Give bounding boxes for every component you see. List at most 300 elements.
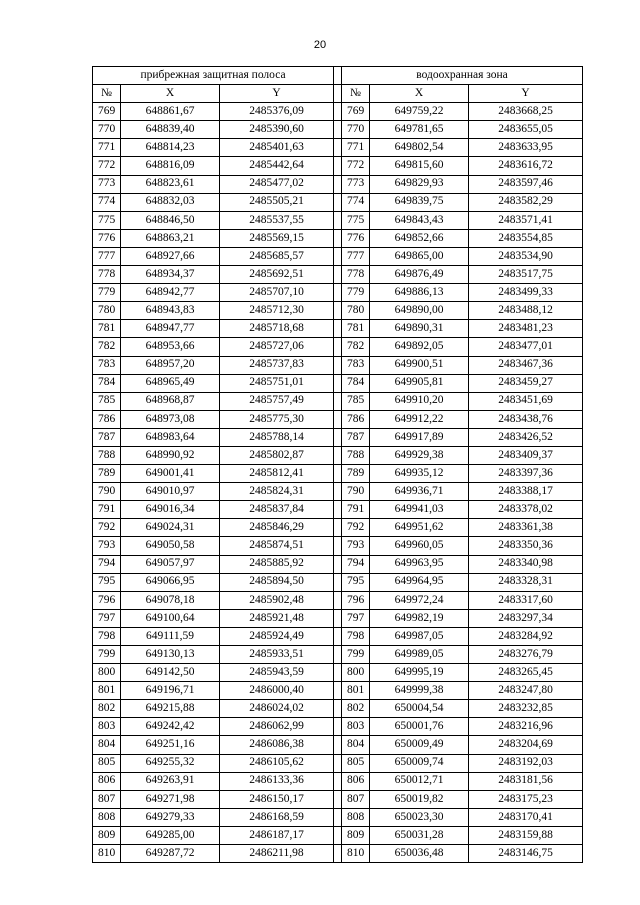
table-row	[93, 374, 583, 392]
left-number-cell: 784	[93, 374, 121, 392]
right-x-cell: 649912,22	[370, 410, 469, 428]
left-number-cell: 777	[93, 247, 121, 265]
right-x-cell: 649781,65	[370, 121, 469, 139]
column-gap	[334, 320, 342, 338]
left-x-cell: 648816,09	[121, 157, 220, 175]
left-y-cell: 2486187,17	[220, 826, 334, 844]
table-row	[93, 664, 583, 682]
right-x-cell: 649843,43	[370, 211, 469, 229]
right-x-cell: 649951,62	[370, 519, 469, 537]
table-row	[93, 537, 583, 555]
column-gap	[334, 247, 342, 265]
right-x-cell: 650036,48	[370, 845, 469, 863]
right-x-cell: 649815,60	[370, 157, 469, 175]
right-y-cell: 2483467,36	[469, 356, 583, 374]
column-header-row	[93, 85, 583, 103]
left-x-cell: 649285,00	[121, 826, 220, 844]
right-number-cell: 797	[342, 609, 370, 627]
right-number-cell: 799	[342, 646, 370, 664]
left-number-cell: 804	[93, 736, 121, 754]
left-x-cell: 648942,77	[121, 284, 220, 302]
left-number-cell: 785	[93, 392, 121, 410]
right-number-cell: 808	[342, 808, 370, 826]
left-y-cell: 2485775,30	[220, 410, 334, 428]
left-header-number: №	[93, 85, 121, 103]
left-y-cell: 2485788,14	[220, 428, 334, 446]
column-gap	[334, 157, 342, 175]
table-row	[93, 483, 583, 501]
left-x-cell: 648846,50	[121, 211, 220, 229]
right-y-cell: 2483170,41	[469, 808, 583, 826]
left-number-cell: 788	[93, 446, 121, 464]
left-x-cell: 649016,34	[121, 501, 220, 519]
right-number-cell: 798	[342, 627, 370, 645]
column-gap	[334, 845, 342, 863]
right-x-cell: 649960,05	[370, 537, 469, 555]
left-y-cell: 2485885,92	[220, 555, 334, 573]
left-number-cell: 781	[93, 320, 121, 338]
right-x-cell: 649865,00	[370, 247, 469, 265]
right-number-cell: 784	[342, 374, 370, 392]
column-gap	[334, 103, 342, 121]
table-row	[93, 501, 583, 519]
right-number-cell: 801	[342, 682, 370, 700]
column-gap	[334, 175, 342, 193]
table-row	[93, 266, 583, 284]
right-number-cell: 793	[342, 537, 370, 555]
right-number-cell: 789	[342, 465, 370, 483]
right-y-cell: 2483232,85	[469, 700, 583, 718]
left-x-cell: 649271,98	[121, 790, 220, 808]
right-y-cell: 2483499,33	[469, 284, 583, 302]
left-y-cell: 2485874,51	[220, 537, 334, 555]
table-row	[93, 284, 583, 302]
right-number-cell: 791	[342, 501, 370, 519]
left-x-cell: 649196,71	[121, 682, 220, 700]
table-row	[93, 175, 583, 193]
right-number-cell: 807	[342, 790, 370, 808]
left-y-cell: 2485718,68	[220, 320, 334, 338]
right-y-cell: 2483668,25	[469, 103, 583, 121]
column-gap	[334, 85, 342, 103]
table-row	[93, 193, 583, 211]
right-x-cell: 649972,24	[370, 591, 469, 609]
left-number-cell: 770	[93, 121, 121, 139]
left-x-cell: 649255,32	[121, 754, 220, 772]
right-y-cell: 2483340,98	[469, 555, 583, 573]
right-y-cell: 2483317,60	[469, 591, 583, 609]
right-number-cell: 809	[342, 826, 370, 844]
left-x-cell: 648947,77	[121, 320, 220, 338]
column-gap	[334, 736, 342, 754]
right-header-y: Y	[469, 85, 583, 103]
left-y-cell: 2485707,10	[220, 284, 334, 302]
left-number-cell: 779	[93, 284, 121, 302]
left-x-cell: 649024,31	[121, 519, 220, 537]
right-y-cell: 2483459,27	[469, 374, 583, 392]
coordinates-body	[93, 103, 583, 863]
column-gap	[334, 682, 342, 700]
left-number-cell: 805	[93, 754, 121, 772]
table-row	[93, 555, 583, 573]
table-row	[93, 121, 583, 139]
left-number-cell: 791	[93, 501, 121, 519]
block-title-row	[93, 67, 583, 85]
left-x-cell: 648832,03	[121, 193, 220, 211]
column-gap	[334, 808, 342, 826]
page-number: 20	[313, 39, 327, 51]
left-y-cell: 2485727,06	[220, 338, 334, 356]
left-x-cell: 649130,13	[121, 646, 220, 664]
left-number-cell: 773	[93, 175, 121, 193]
column-gap	[334, 302, 342, 320]
right-x-cell: 649999,38	[370, 682, 469, 700]
left-y-cell: 2485846,29	[220, 519, 334, 537]
right-block-title: водоохранная зона	[342, 67, 583, 85]
left-number-cell: 810	[93, 845, 121, 863]
table-row	[93, 609, 583, 627]
right-x-cell: 649886,13	[370, 284, 469, 302]
left-y-cell: 2485924,49	[220, 627, 334, 645]
right-number-cell: 777	[342, 247, 370, 265]
table-row	[93, 790, 583, 808]
right-y-cell: 2483181,56	[469, 772, 583, 790]
left-number-cell: 786	[93, 410, 121, 428]
right-y-cell: 2483216,96	[469, 718, 583, 736]
column-gap	[334, 700, 342, 718]
left-number-cell: 787	[93, 428, 121, 446]
table-row	[93, 772, 583, 790]
table-row	[93, 754, 583, 772]
right-x-cell: 649876,49	[370, 266, 469, 284]
right-x-cell: 649929,38	[370, 446, 469, 464]
column-gap	[334, 790, 342, 808]
right-number-cell: 787	[342, 428, 370, 446]
left-y-cell: 2485477,02	[220, 175, 334, 193]
column-gap	[334, 664, 342, 682]
column-gap	[334, 428, 342, 446]
column-gap	[334, 121, 342, 139]
column-gap	[334, 229, 342, 247]
right-number-cell: 796	[342, 591, 370, 609]
right-y-cell: 2483597,46	[469, 175, 583, 193]
left-number-cell: 796	[93, 591, 121, 609]
table-row	[93, 211, 583, 229]
right-number-cell: 782	[342, 338, 370, 356]
left-y-cell: 2486062,99	[220, 718, 334, 736]
right-y-cell: 2483397,36	[469, 465, 583, 483]
right-x-cell: 649890,00	[370, 302, 469, 320]
right-number-cell: 772	[342, 157, 370, 175]
right-y-cell: 2483438,76	[469, 410, 583, 428]
table-row	[93, 410, 583, 428]
left-x-cell: 648839,40	[121, 121, 220, 139]
right-number-cell: 781	[342, 320, 370, 338]
left-block-title: прибрежная защитная полоса	[93, 67, 334, 85]
left-number-cell: 769	[93, 103, 121, 121]
column-gap	[334, 772, 342, 790]
right-number-cell: 806	[342, 772, 370, 790]
right-number-cell: 785	[342, 392, 370, 410]
column-gap	[334, 446, 342, 464]
right-number-cell: 803	[342, 718, 370, 736]
left-x-cell: 648953,66	[121, 338, 220, 356]
left-y-cell: 2485692,51	[220, 266, 334, 284]
left-x-cell: 648823,61	[121, 175, 220, 193]
left-y-cell: 2485751,01	[220, 374, 334, 392]
right-number-cell: 769	[342, 103, 370, 121]
right-x-cell: 650031,28	[370, 826, 469, 844]
left-y-cell: 2485376,09	[220, 103, 334, 121]
right-x-cell: 649935,12	[370, 465, 469, 483]
left-y-cell: 2485933,51	[220, 646, 334, 664]
left-number-cell: 800	[93, 664, 121, 682]
right-y-cell: 2483350,36	[469, 537, 583, 555]
column-gap	[334, 410, 342, 428]
column-gap	[334, 284, 342, 302]
left-x-cell: 648957,20	[121, 356, 220, 374]
left-y-cell: 2485837,84	[220, 501, 334, 519]
left-x-cell: 649057,97	[121, 555, 220, 573]
coordinates-table	[92, 66, 583, 863]
left-number-cell: 778	[93, 266, 121, 284]
column-gap	[334, 483, 342, 501]
left-y-cell: 2485737,83	[220, 356, 334, 374]
left-x-cell: 649010,97	[121, 483, 220, 501]
table-row	[93, 247, 583, 265]
column-gap	[334, 537, 342, 555]
left-y-cell: 2485537,55	[220, 211, 334, 229]
left-y-cell: 2486000,40	[220, 682, 334, 700]
left-x-cell: 649066,95	[121, 573, 220, 591]
right-y-cell: 2483488,12	[469, 302, 583, 320]
left-x-cell: 648814,23	[121, 139, 220, 157]
right-x-cell: 649964,95	[370, 573, 469, 591]
table-row	[93, 302, 583, 320]
column-gap	[334, 338, 342, 356]
column-gap	[334, 501, 342, 519]
table-row	[93, 808, 583, 826]
right-number-cell: 771	[342, 139, 370, 157]
right-number-cell: 774	[342, 193, 370, 211]
left-y-cell: 2485569,15	[220, 229, 334, 247]
left-x-cell: 649100,64	[121, 609, 220, 627]
right-x-cell: 649987,05	[370, 627, 469, 645]
right-x-cell: 649852,66	[370, 229, 469, 247]
left-y-cell: 2485685,57	[220, 247, 334, 265]
table-row	[93, 465, 583, 483]
left-y-cell: 2485712,30	[220, 302, 334, 320]
right-x-cell: 650009,74	[370, 754, 469, 772]
left-x-cell: 648861,67	[121, 103, 220, 121]
right-y-cell: 2483204,69	[469, 736, 583, 754]
left-y-cell: 2486150,17	[220, 790, 334, 808]
table-row	[93, 718, 583, 736]
left-y-cell: 2486133,36	[220, 772, 334, 790]
right-number-cell: 775	[342, 211, 370, 229]
right-x-cell: 650001,76	[370, 718, 469, 736]
left-number-cell: 809	[93, 826, 121, 844]
column-gap	[334, 718, 342, 736]
right-x-cell: 650009,49	[370, 736, 469, 754]
left-x-cell: 648943,83	[121, 302, 220, 320]
right-number-cell: 779	[342, 284, 370, 302]
left-header-y: Y	[220, 85, 334, 103]
right-x-cell: 649995,19	[370, 664, 469, 682]
column-gap	[334, 627, 342, 645]
column-gap	[334, 519, 342, 537]
table-row	[93, 736, 583, 754]
right-y-cell: 2483633,95	[469, 139, 583, 157]
table-row	[93, 229, 583, 247]
table-row	[93, 591, 583, 609]
left-x-cell: 649050,58	[121, 537, 220, 555]
column-gap	[334, 573, 342, 591]
table-row	[93, 392, 583, 410]
left-number-cell: 771	[93, 139, 121, 157]
table-row	[93, 646, 583, 664]
table-row	[93, 700, 583, 718]
right-y-cell: 2483655,05	[469, 121, 583, 139]
left-number-cell: 793	[93, 537, 121, 555]
table-row	[93, 573, 583, 591]
left-number-cell: 808	[93, 808, 121, 826]
right-number-cell: 773	[342, 175, 370, 193]
table-row	[93, 446, 583, 464]
right-number-cell: 776	[342, 229, 370, 247]
column-gap	[334, 392, 342, 410]
right-y-cell: 2483571,41	[469, 211, 583, 229]
left-x-cell: 649263,91	[121, 772, 220, 790]
right-y-cell: 2483192,03	[469, 754, 583, 772]
right-y-cell: 2483159,88	[469, 826, 583, 844]
right-y-cell: 2483388,17	[469, 483, 583, 501]
left-number-cell: 795	[93, 573, 121, 591]
right-header-number: №	[342, 85, 370, 103]
column-gap	[334, 193, 342, 211]
right-y-cell: 2483297,34	[469, 609, 583, 627]
left-x-cell: 648983,64	[121, 428, 220, 446]
right-x-cell: 649905,81	[370, 374, 469, 392]
left-header-x: X	[121, 85, 220, 103]
column-gap	[334, 609, 342, 627]
left-y-cell: 2485824,31	[220, 483, 334, 501]
right-y-cell: 2483175,23	[469, 790, 583, 808]
right-x-cell: 649982,19	[370, 609, 469, 627]
column-gap	[334, 465, 342, 483]
right-number-cell: 804	[342, 736, 370, 754]
right-y-cell: 2483265,45	[469, 664, 583, 682]
right-number-cell: 780	[342, 302, 370, 320]
right-number-cell: 783	[342, 356, 370, 374]
right-x-cell: 650004,54	[370, 700, 469, 718]
left-y-cell: 2485757,49	[220, 392, 334, 410]
table-row	[93, 338, 583, 356]
left-y-cell: 2485442,64	[220, 157, 334, 175]
left-x-cell: 648863,21	[121, 229, 220, 247]
left-y-cell: 2485902,48	[220, 591, 334, 609]
table-row	[93, 428, 583, 446]
left-x-cell: 649215,88	[121, 700, 220, 718]
left-number-cell: 774	[93, 193, 121, 211]
right-x-cell: 649892,05	[370, 338, 469, 356]
left-number-cell: 801	[93, 682, 121, 700]
left-number-cell: 798	[93, 627, 121, 645]
right-number-cell: 795	[342, 573, 370, 591]
column-gap	[334, 356, 342, 374]
left-number-cell: 789	[93, 465, 121, 483]
table-row	[93, 682, 583, 700]
left-y-cell: 2486168,59	[220, 808, 334, 826]
left-number-cell: 775	[93, 211, 121, 229]
column-gap	[334, 211, 342, 229]
table-row	[93, 519, 583, 537]
right-x-cell: 649989,05	[370, 646, 469, 664]
right-y-cell: 2483146,75	[469, 845, 583, 863]
left-y-cell: 2485943,59	[220, 664, 334, 682]
column-gap	[334, 67, 342, 85]
table-row	[93, 845, 583, 863]
right-x-cell: 649839,75	[370, 193, 469, 211]
right-x-cell: 649936,71	[370, 483, 469, 501]
left-y-cell: 2485401,63	[220, 139, 334, 157]
right-number-cell: 788	[342, 446, 370, 464]
left-number-cell: 783	[93, 356, 121, 374]
left-y-cell: 2486024,02	[220, 700, 334, 718]
right-x-cell: 649910,20	[370, 392, 469, 410]
left-number-cell: 794	[93, 555, 121, 573]
left-x-cell: 649078,18	[121, 591, 220, 609]
left-x-cell: 648990,92	[121, 446, 220, 464]
right-y-cell: 2483481,23	[469, 320, 583, 338]
left-x-cell: 648973,08	[121, 410, 220, 428]
right-x-cell: 649900,51	[370, 356, 469, 374]
right-number-cell: 786	[342, 410, 370, 428]
right-y-cell: 2483451,69	[469, 392, 583, 410]
left-number-cell: 790	[93, 483, 121, 501]
right-x-cell: 650012,71	[370, 772, 469, 790]
right-x-cell: 649941,03	[370, 501, 469, 519]
column-gap	[334, 266, 342, 284]
left-x-cell: 648927,66	[121, 247, 220, 265]
left-y-cell: 2485894,50	[220, 573, 334, 591]
left-number-cell: 792	[93, 519, 121, 537]
right-x-cell: 649963,95	[370, 555, 469, 573]
right-y-cell: 2483616,72	[469, 157, 583, 175]
left-x-cell: 649287,72	[121, 845, 220, 863]
left-y-cell: 2485390,60	[220, 121, 334, 139]
table-row	[93, 157, 583, 175]
right-y-cell: 2483276,79	[469, 646, 583, 664]
right-x-cell: 649759,22	[370, 103, 469, 121]
left-x-cell: 649251,16	[121, 736, 220, 754]
right-y-cell: 2483409,37	[469, 446, 583, 464]
left-number-cell: 780	[93, 302, 121, 320]
left-x-cell: 649001,41	[121, 465, 220, 483]
left-y-cell: 2486211,98	[220, 845, 334, 863]
right-y-cell: 2483247,80	[469, 682, 583, 700]
left-x-cell: 648968,87	[121, 392, 220, 410]
left-number-cell: 803	[93, 718, 121, 736]
right-number-cell: 794	[342, 555, 370, 573]
column-gap	[334, 555, 342, 573]
right-number-cell: 810	[342, 845, 370, 863]
column-gap	[334, 646, 342, 664]
right-number-cell: 792	[342, 519, 370, 537]
left-x-cell: 648934,37	[121, 266, 220, 284]
table-row	[93, 320, 583, 338]
left-number-cell: 802	[93, 700, 121, 718]
